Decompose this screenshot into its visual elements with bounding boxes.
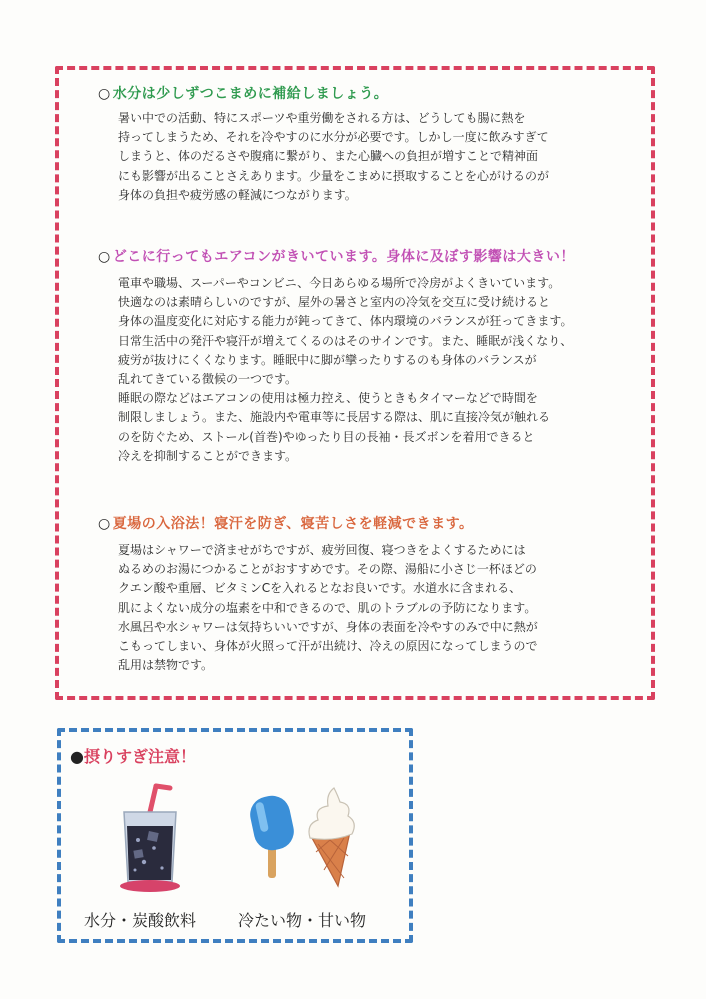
body-line: ぬるめのお湯につかることがおすすめです。その際、湯船に小さじ一杯ほどの (118, 562, 537, 577)
body-line: クエン酸や重層、ビタミンCを入れるとなお良いです。水道水に含まれる、 (118, 581, 522, 596)
section-heading-bathing (98, 513, 474, 533)
section-heading-aircon (98, 246, 575, 266)
circle-bullet: ○ (98, 516, 111, 532)
heading-text: 水分は少しずつこまめに補給しましょう。 (112, 86, 389, 102)
body-line: 身体の負担や疲労感の軽減につながります。 (118, 187, 357, 202)
body-line: 水風呂や水シャワーは気持ちいいですが、身体の表面を冷やすのみで中に熱が (118, 619, 538, 634)
body-line: 乱れてきている徴候の一つです。 (118, 372, 298, 387)
body-line: 持ってしまうため、それを冷やすのに水分が必要です。しかし一度に飲みすぎて (118, 130, 549, 145)
caption-sweets: 冷たい物・甘い物 (238, 911, 367, 930)
body-line: 日常生活中の発汗や寝汗が増えてくるのはそのサインです。また、睡眠が浅くなり、 (118, 333, 573, 348)
section-body-hydration (118, 109, 638, 205)
circle-bullet: ○ (98, 249, 111, 265)
heading-text: 夏場の入浴法！寝汗を防ぎ、寝苦しさを軽減できます。 (112, 516, 474, 532)
section-body-aircon (118, 274, 638, 466)
circle-bullet: ○ (98, 86, 111, 102)
body-line: 制限しましょう。また、施設内や電車等に長居する際は、肌に直接冷気が触れる (118, 410, 551, 425)
warning-heading-text: 摂りすぎ注意！ (83, 747, 196, 766)
body-line: 電車や職場、スーパーやコンビニ、今日あらゆる場所で冷房がよくきいています。 (118, 276, 561, 290)
section-heading-hydration (98, 83, 388, 103)
body-line: 肌によくない成分の塩素を中和できるので、肌のトラブルの予防になります。 (118, 600, 537, 615)
body-line: 身体の温度変化に対応する能力が鈍ってきて、体内環境のバランスが狂ってきます。 (118, 314, 573, 329)
body-line: 夏場はシャワーで済ませがちですが、疲労回復、寝つきをよくするためには (118, 543, 526, 557)
body-line: のを防ぐため、ストール(首巻)やゆったり目の長袖・長ズボンを着用できると (118, 429, 535, 444)
section-body-bathing (118, 541, 638, 675)
body-line: 快適なのは素晴らしいのですが、屋外の暑さと室内の冷気を交互に受け続けると (118, 295, 551, 310)
body-line: 冷えを抑制することができます。 (118, 448, 298, 463)
body-line: 疲労が抜けにくくなります。睡眠中に脚が攣ったりするのも身体のバランスが (118, 352, 537, 367)
heading-text: どこに行ってもエアコンがきいています。身体に及ぼす影響は大きい！ (112, 249, 575, 265)
body-line: 乱用は禁物です。 (118, 658, 214, 673)
ice-cream-icon (300, 782, 362, 892)
body-line: にも影響が出ることさえあります。少量をこまめに摂取することを心がけるのが (118, 168, 550, 183)
popsicle-icon (244, 790, 300, 885)
caption-drinks: 水分・炭酸飲料 (84, 911, 197, 930)
dot-bullet: ● (70, 747, 84, 766)
body-line: 睡眠の際などはエアコンの使用は極力控え、使うときもタイマーなどで時間を (118, 391, 538, 406)
warning-heading (70, 744, 196, 767)
body-line: 暑い中での活動、特にスポーツや重労働をされる方は、どうしても腸に熱を (118, 111, 526, 125)
soda-glass-icon (110, 782, 190, 897)
body-line: しまうと、体のだるさや腹痛に繋がり、また心臓への負担が増すことで精神面 (118, 149, 539, 164)
body-line: こもってしまい、身体が火照って汗が出続け、冷えの原因になってしまうので (118, 639, 538, 654)
